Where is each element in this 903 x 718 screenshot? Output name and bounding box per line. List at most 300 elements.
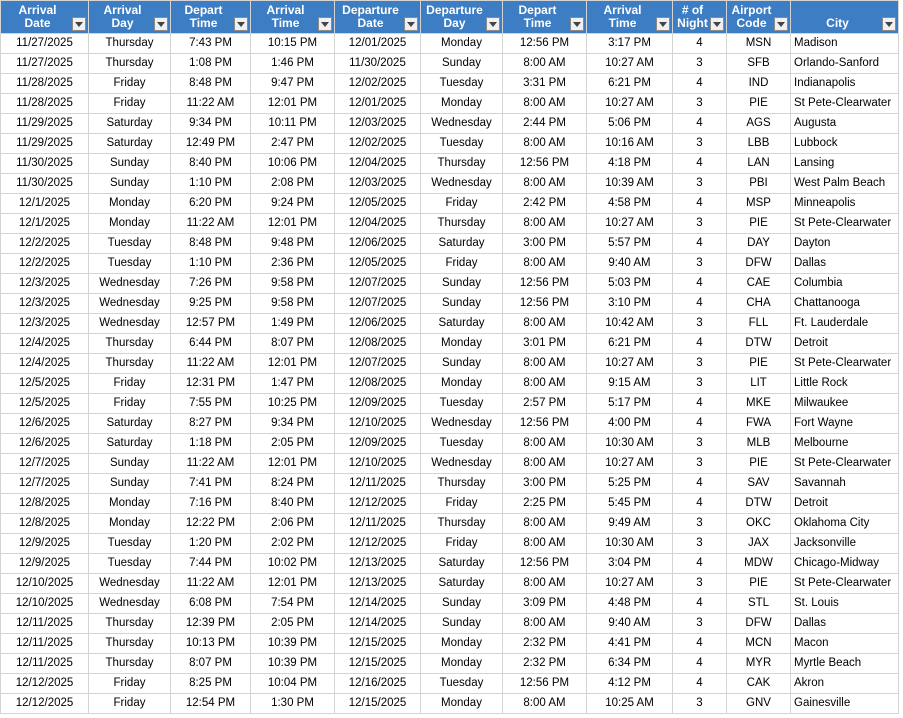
cell-airport[interactable]: PIE [727,94,791,114]
cell-arrival-time[interactable]: 2:47 PM [251,134,335,154]
cell-nights[interactable]: 3 [673,94,727,114]
cell-arrival-time[interactable]: 9:47 PM [251,74,335,94]
cell-city[interactable]: Dallas [791,614,899,634]
cell-arrival-date[interactable]: 12/12/2025 [1,674,89,694]
cell-arrival-day[interactable]: Tuesday [89,554,171,574]
cell-departure-date[interactable]: 12/07/2025 [335,354,421,374]
cell-depart-time[interactable]: 7:41 PM [171,474,251,494]
cell-departure-date[interactable]: 12/10/2025 [335,454,421,474]
cell-city[interactable]: Macon [791,634,899,654]
cell-arrival-time[interactable]: 8:24 PM [251,474,335,494]
cell-departure-day[interactable]: Sunday [421,594,503,614]
cell-nights[interactable]: 3 [673,434,727,454]
cell-departure-day[interactable]: Monday [421,694,503,714]
cell-arrival-day[interactable]: Thursday [89,654,171,674]
cell-depart-time[interactable]: 8:48 PM [171,74,251,94]
cell-departure-day[interactable]: Friday [421,494,503,514]
cell-airport[interactable]: OKC [727,514,791,534]
cell-depart-time2[interactable]: 8:00 AM [503,134,587,154]
cell-arrival-day[interactable]: Wednesday [89,294,171,314]
cell-arrival-time[interactable]: 10:02 PM [251,554,335,574]
cell-city[interactable]: St Pete-Clearwater [791,354,899,374]
cell-departure-day[interactable]: Tuesday [421,74,503,94]
cell-depart-time2[interactable]: 12:56 PM [503,34,587,54]
cell-city[interactable]: Chicago-Midway [791,554,899,574]
cell-nights[interactable]: 4 [673,414,727,434]
cell-arrival-time2[interactable]: 10:27 AM [587,94,673,114]
cell-nights[interactable]: 3 [673,614,727,634]
filter-dropdown-button[interactable] [486,17,500,31]
cell-arrival-date[interactable]: 12/2/2025 [1,234,89,254]
cell-depart-time2[interactable]: 8:00 AM [503,534,587,554]
cell-nights[interactable]: 3 [673,534,727,554]
cell-city[interactable]: Detroit [791,334,899,354]
cell-arrival-date[interactable]: 12/3/2025 [1,274,89,294]
cell-city[interactable]: Ft. Lauderdale [791,314,899,334]
cell-arrival-day[interactable]: Sunday [89,154,171,174]
cell-departure-date[interactable]: 12/15/2025 [335,654,421,674]
cell-arrival-date[interactable]: 11/28/2025 [1,74,89,94]
cell-departure-day[interactable]: Wednesday [421,174,503,194]
cell-nights[interactable]: 3 [673,54,727,74]
cell-airport[interactable]: MSP [727,194,791,214]
cell-departure-day[interactable]: Sunday [421,354,503,374]
cell-departure-date[interactable]: 12/03/2025 [335,114,421,134]
cell-arrival-date[interactable]: 12/11/2025 [1,634,89,654]
cell-departure-date[interactable]: 12/06/2025 [335,314,421,334]
cell-departure-date[interactable]: 12/12/2025 [335,494,421,514]
cell-arrival-time2[interactable]: 4:58 PM [587,194,673,214]
cell-arrival-date[interactable]: 11/27/2025 [1,34,89,54]
cell-arrival-time[interactable]: 12:01 PM [251,574,335,594]
cell-arrival-date[interactable]: 12/11/2025 [1,654,89,674]
filter-dropdown-button[interactable] [882,17,896,31]
cell-departure-day[interactable]: Saturday [421,554,503,574]
cell-airport[interactable]: GNV [727,694,791,714]
cell-airport[interactable]: MCN [727,634,791,654]
cell-nights[interactable]: 4 [673,554,727,574]
cell-city[interactable]: West Palm Beach [791,174,899,194]
cell-departure-day[interactable]: Tuesday [421,394,503,414]
cell-departure-day[interactable]: Thursday [421,214,503,234]
cell-arrival-time2[interactable]: 5:03 PM [587,274,673,294]
cell-arrival-time2[interactable]: 3:04 PM [587,554,673,574]
filter-dropdown-button[interactable] [72,17,86,31]
cell-airport[interactable]: DTW [727,494,791,514]
filter-dropdown-button[interactable] [710,17,724,31]
cell-depart-time[interactable]: 11:22 AM [171,214,251,234]
cell-city[interactable]: Milwaukee [791,394,899,414]
cell-departure-day[interactable]: Saturday [421,574,503,594]
cell-arrival-time2[interactable]: 5:17 PM [587,394,673,414]
cell-departure-day[interactable]: Tuesday [421,434,503,454]
cell-airport[interactable]: JAX [727,534,791,554]
cell-departure-day[interactable]: Monday [421,634,503,654]
cell-airport[interactable]: DFW [727,254,791,274]
cell-depart-time[interactable]: 11:22 AM [171,94,251,114]
cell-arrival-date[interactable]: 12/4/2025 [1,334,89,354]
cell-arrival-date[interactable]: 12/1/2025 [1,194,89,214]
cell-departure-date[interactable]: 12/04/2025 [335,154,421,174]
cell-airport[interactable]: DFW [727,614,791,634]
cell-arrival-time[interactable]: 1:30 PM [251,694,335,714]
cell-city[interactable]: Lansing [791,154,899,174]
cell-depart-time2[interactable]: 8:00 AM [503,214,587,234]
cell-arrival-day[interactable]: Wednesday [89,594,171,614]
cell-depart-time[interactable]: 9:25 PM [171,294,251,314]
cell-depart-time[interactable]: 11:22 AM [171,354,251,374]
cell-arrival-time2[interactable]: 6:21 PM [587,74,673,94]
cell-arrival-day[interactable]: Wednesday [89,274,171,294]
cell-city[interactable]: Columbia [791,274,899,294]
filter-dropdown-button[interactable] [404,17,418,31]
cell-airport[interactable]: CAK [727,674,791,694]
cell-airport[interactable]: MYR [727,654,791,674]
cell-airport[interactable]: PIE [727,454,791,474]
cell-arrival-time2[interactable]: 10:39 AM [587,174,673,194]
cell-nights[interactable]: 3 [673,374,727,394]
cell-depart-time[interactable]: 8:07 PM [171,654,251,674]
cell-airport[interactable]: PIE [727,214,791,234]
cell-arrival-time2[interactable]: 3:17 PM [587,34,673,54]
cell-depart-time[interactable]: 7:26 PM [171,274,251,294]
cell-nights[interactable]: 3 [673,454,727,474]
cell-nights[interactable]: 4 [673,274,727,294]
cell-arrival-time2[interactable]: 10:27 AM [587,354,673,374]
cell-nights[interactable]: 4 [673,154,727,174]
cell-departure-day[interactable]: Wednesday [421,454,503,474]
cell-depart-time2[interactable]: 2:32 PM [503,654,587,674]
cell-city[interactable]: St Pete-Clearwater [791,454,899,474]
filter-dropdown-button[interactable] [318,17,332,31]
cell-nights[interactable]: 3 [673,354,727,374]
cell-depart-time2[interactable]: 3:00 PM [503,474,587,494]
cell-nights[interactable]: 4 [673,34,727,54]
cell-city[interactable]: Dayton [791,234,899,254]
cell-depart-time2[interactable]: 2:44 PM [503,114,587,134]
cell-depart-time2[interactable]: 8:00 AM [503,374,587,394]
cell-depart-time2[interactable]: 8:00 AM [503,94,587,114]
cell-departure-day[interactable]: Monday [421,654,503,674]
cell-arrival-time[interactable]: 2:05 PM [251,434,335,454]
cell-nights[interactable]: 4 [673,194,727,214]
cell-arrival-time2[interactable]: 10:42 AM [587,314,673,334]
cell-nights[interactable]: 4 [673,474,727,494]
cell-depart-time[interactable]: 1:20 PM [171,534,251,554]
cell-arrival-day[interactable]: Friday [89,94,171,114]
cell-city[interactable]: Minneapolis [791,194,899,214]
cell-arrival-day[interactable]: Tuesday [89,234,171,254]
cell-departure-date[interactable]: 12/14/2025 [335,594,421,614]
cell-departure-date[interactable]: 12/13/2025 [335,574,421,594]
cell-city[interactable]: Akron [791,674,899,694]
cell-departure-date[interactable]: 12/15/2025 [335,634,421,654]
cell-departure-date[interactable]: 12/10/2025 [335,414,421,434]
cell-departure-day[interactable]: Sunday [421,614,503,634]
cell-arrival-time2[interactable]: 6:21 PM [587,334,673,354]
cell-departure-day[interactable]: Tuesday [421,674,503,694]
cell-departure-date[interactable]: 12/11/2025 [335,514,421,534]
cell-arrival-time2[interactable]: 10:25 AM [587,694,673,714]
filter-dropdown-button[interactable] [154,17,168,31]
cell-airport[interactable]: PIE [727,574,791,594]
cell-arrival-day[interactable]: Thursday [89,334,171,354]
cell-city[interactable]: Fort Wayne [791,414,899,434]
cell-arrival-time[interactable]: 9:34 PM [251,414,335,434]
cell-arrival-date[interactable]: 12/9/2025 [1,534,89,554]
cell-city[interactable]: Augusta [791,114,899,134]
cell-depart-time2[interactable]: 2:25 PM [503,494,587,514]
cell-depart-time2[interactable]: 12:56 PM [503,154,587,174]
cell-arrival-time2[interactable]: 9:40 AM [587,254,673,274]
cell-nights[interactable]: 4 [673,594,727,614]
cell-arrival-time[interactable]: 12:01 PM [251,354,335,374]
cell-arrival-day[interactable]: Tuesday [89,534,171,554]
cell-arrival-day[interactable]: Friday [89,674,171,694]
cell-depart-time[interactable]: 1:10 PM [171,174,251,194]
cell-depart-time[interactable]: 11:22 AM [171,454,251,474]
cell-arrival-day[interactable]: Friday [89,374,171,394]
cell-arrival-time[interactable]: 12:01 PM [251,94,335,114]
cell-arrival-time[interactable]: 10:11 PM [251,114,335,134]
cell-arrival-day[interactable]: Monday [89,194,171,214]
cell-arrival-time[interactable]: 9:58 PM [251,274,335,294]
cell-depart-time2[interactable]: 8:00 AM [503,434,587,454]
cell-arrival-time[interactable]: 8:07 PM [251,334,335,354]
cell-airport[interactable]: SFB [727,54,791,74]
cell-departure-date[interactable]: 12/12/2025 [335,534,421,554]
cell-departure-date[interactable]: 12/16/2025 [335,674,421,694]
cell-depart-time[interactable]: 12:54 PM [171,694,251,714]
cell-arrival-day[interactable]: Monday [89,214,171,234]
cell-city[interactable]: St Pete-Clearwater [791,94,899,114]
cell-nights[interactable]: 3 [673,514,727,534]
cell-depart-time[interactable]: 10:13 PM [171,634,251,654]
cell-city[interactable]: Myrtle Beach [791,654,899,674]
cell-departure-day[interactable]: Monday [421,94,503,114]
cell-arrival-day[interactable]: Monday [89,514,171,534]
cell-departure-date[interactable]: 12/05/2025 [335,254,421,274]
cell-arrival-day[interactable]: Sunday [89,174,171,194]
cell-airport[interactable]: MKE [727,394,791,414]
cell-departure-day[interactable]: Friday [421,534,503,554]
cell-city[interactable]: St Pete-Clearwater [791,574,899,594]
cell-arrival-time2[interactable]: 10:27 AM [587,54,673,74]
cell-depart-time[interactable]: 6:08 PM [171,594,251,614]
cell-depart-time2[interactable]: 12:56 PM [503,414,587,434]
cell-depart-time2[interactable]: 3:00 PM [503,234,587,254]
cell-arrival-day[interactable]: Saturday [89,414,171,434]
cell-arrival-date[interactable]: 11/30/2025 [1,174,89,194]
cell-depart-time[interactable]: 8:25 PM [171,674,251,694]
cell-city[interactable]: Madison [791,34,899,54]
cell-departure-date[interactable]: 12/01/2025 [335,94,421,114]
cell-city[interactable]: Gainesville [791,694,899,714]
cell-arrival-time2[interactable]: 10:27 AM [587,454,673,474]
cell-depart-time[interactable]: 12:49 PM [171,134,251,154]
cell-departure-day[interactable]: Tuesday [421,134,503,154]
cell-airport[interactable]: LAN [727,154,791,174]
cell-nights[interactable]: 4 [673,394,727,414]
cell-city[interactable]: Melbourne [791,434,899,454]
cell-departure-date[interactable]: 12/07/2025 [335,294,421,314]
cell-arrival-time[interactable]: 12:01 PM [251,214,335,234]
cell-departure-day[interactable]: Thursday [421,154,503,174]
cell-departure-date[interactable]: 12/03/2025 [335,174,421,194]
cell-arrival-time2[interactable]: 5:25 PM [587,474,673,494]
cell-arrival-date[interactable]: 12/7/2025 [1,474,89,494]
filter-dropdown-button[interactable] [656,17,670,31]
cell-arrival-day[interactable]: Sunday [89,474,171,494]
cell-arrival-time[interactable]: 2:05 PM [251,614,335,634]
cell-arrival-day[interactable]: Thursday [89,634,171,654]
cell-depart-time[interactable]: 7:55 PM [171,394,251,414]
cell-arrival-day[interactable]: Saturday [89,134,171,154]
cell-arrival-time2[interactable]: 9:49 AM [587,514,673,534]
cell-depart-time[interactable]: 7:44 PM [171,554,251,574]
cell-arrival-date[interactable]: 12/6/2025 [1,414,89,434]
cell-nights[interactable]: 4 [673,234,727,254]
cell-departure-day[interactable]: Saturday [421,314,503,334]
cell-arrival-time[interactable]: 12:01 PM [251,454,335,474]
cell-depart-time[interactable]: 12:31 PM [171,374,251,394]
cell-depart-time2[interactable]: 8:00 AM [503,354,587,374]
cell-departure-date[interactable]: 12/11/2025 [335,474,421,494]
cell-arrival-day[interactable]: Thursday [89,34,171,54]
cell-nights[interactable]: 4 [673,494,727,514]
cell-departure-date[interactable]: 12/08/2025 [335,334,421,354]
cell-arrival-day[interactable]: Wednesday [89,574,171,594]
cell-arrival-time[interactable]: 9:48 PM [251,234,335,254]
cell-arrival-day[interactable]: Wednesday [89,314,171,334]
cell-arrival-date[interactable]: 12/12/2025 [1,694,89,714]
cell-airport[interactable]: MSN [727,34,791,54]
cell-arrival-time[interactable]: 2:36 PM [251,254,335,274]
cell-depart-time[interactable]: 1:18 PM [171,434,251,454]
cell-arrival-time2[interactable]: 4:12 PM [587,674,673,694]
cell-depart-time2[interactable]: 12:56 PM [503,674,587,694]
cell-departure-date[interactable]: 12/09/2025 [335,394,421,414]
cell-arrival-date[interactable]: 12/9/2025 [1,554,89,574]
cell-arrival-date[interactable]: 12/11/2025 [1,614,89,634]
cell-departure-date[interactable]: 12/14/2025 [335,614,421,634]
cell-arrival-date[interactable]: 11/27/2025 [1,54,89,74]
cell-arrival-date[interactable]: 12/8/2025 [1,514,89,534]
cell-arrival-time2[interactable]: 3:10 PM [587,294,673,314]
cell-airport[interactable]: CAE [727,274,791,294]
cell-depart-time2[interactable]: 12:56 PM [503,554,587,574]
cell-arrival-time[interactable]: 9:58 PM [251,294,335,314]
cell-nights[interactable]: 4 [673,74,727,94]
cell-arrival-day[interactable]: Thursday [89,54,171,74]
cell-arrival-time[interactable]: 10:39 PM [251,634,335,654]
cell-airport[interactable]: FLL [727,314,791,334]
cell-arrival-time2[interactable]: 10:30 AM [587,534,673,554]
cell-airport[interactable]: CHA [727,294,791,314]
cell-depart-time[interactable]: 12:22 PM [171,514,251,534]
cell-arrival-time2[interactable]: 10:27 AM [587,214,673,234]
cell-departure-date[interactable]: 12/13/2025 [335,554,421,574]
cell-nights[interactable]: 4 [673,654,727,674]
cell-arrival-time[interactable]: 10:39 PM [251,654,335,674]
cell-nights[interactable]: 3 [673,214,727,234]
cell-nights[interactable]: 4 [673,634,727,654]
cell-depart-time2[interactable]: 8:00 AM [503,254,587,274]
cell-departure-day[interactable]: Monday [421,374,503,394]
cell-depart-time[interactable]: 12:57 PM [171,314,251,334]
cell-arrival-time2[interactable]: 9:15 AM [587,374,673,394]
cell-arrival-day[interactable]: Saturday [89,114,171,134]
cell-arrival-date[interactable]: 11/28/2025 [1,94,89,114]
cell-arrival-day[interactable]: Sunday [89,454,171,474]
cell-arrival-time2[interactable]: 10:30 AM [587,434,673,454]
cell-arrival-time2[interactable]: 10:16 AM [587,134,673,154]
cell-nights[interactable]: 4 [673,294,727,314]
cell-depart-time[interactable]: 1:08 PM [171,54,251,74]
cell-airport[interactable]: PIE [727,354,791,374]
cell-depart-time2[interactable]: 8:00 AM [503,54,587,74]
cell-arrival-date[interactable]: 12/3/2025 [1,314,89,334]
cell-arrival-date[interactable]: 12/2/2025 [1,254,89,274]
cell-depart-time2[interactable]: 12:56 PM [503,274,587,294]
cell-arrival-date[interactable]: 12/5/2025 [1,374,89,394]
cell-nights[interactable]: 3 [673,314,727,334]
cell-arrival-day[interactable]: Saturday [89,434,171,454]
cell-arrival-date[interactable]: 11/30/2025 [1,154,89,174]
cell-depart-time2[interactable]: 8:00 AM [503,314,587,334]
cell-depart-time[interactable]: 7:43 PM [171,34,251,54]
cell-city[interactable]: Lubbock [791,134,899,154]
cell-airport[interactable]: AGS [727,114,791,134]
cell-departure-day[interactable]: Sunday [421,54,503,74]
cell-depart-time[interactable]: 6:44 PM [171,334,251,354]
cell-depart-time[interactable]: 7:16 PM [171,494,251,514]
cell-arrival-time2[interactable]: 9:40 AM [587,614,673,634]
cell-depart-time2[interactable]: 8:00 AM [503,174,587,194]
cell-city[interactable]: St. Louis [791,594,899,614]
cell-nights[interactable]: 4 [673,114,727,134]
cell-departure-date[interactable]: 12/06/2025 [335,234,421,254]
cell-depart-time2[interactable]: 8:00 AM [503,454,587,474]
cell-arrival-date[interactable]: 12/3/2025 [1,294,89,314]
cell-arrival-time[interactable]: 9:24 PM [251,194,335,214]
cell-arrival-date[interactable]: 11/29/2025 [1,114,89,134]
cell-depart-time[interactable]: 6:20 PM [171,194,251,214]
cell-arrival-date[interactable]: 12/4/2025 [1,354,89,374]
cell-city[interactable]: St Pete-Clearwater [791,214,899,234]
cell-arrival-date[interactable]: 12/8/2025 [1,494,89,514]
cell-departure-day[interactable]: Sunday [421,274,503,294]
cell-arrival-date[interactable]: 12/7/2025 [1,454,89,474]
cell-nights[interactable]: 3 [673,134,727,154]
cell-airport[interactable]: STL [727,594,791,614]
cell-depart-time2[interactable]: 2:42 PM [503,194,587,214]
cell-airport[interactable]: LIT [727,374,791,394]
cell-arrival-time[interactable]: 8:40 PM [251,494,335,514]
cell-arrival-day[interactable]: Thursday [89,614,171,634]
cell-nights[interactable]: 3 [673,174,727,194]
cell-airport[interactable]: PBI [727,174,791,194]
cell-depart-time[interactable]: 8:48 PM [171,234,251,254]
cell-departure-day[interactable]: Friday [421,194,503,214]
cell-city[interactable]: Dallas [791,254,899,274]
cell-departure-date[interactable]: 12/07/2025 [335,274,421,294]
cell-arrival-time2[interactable]: 4:00 PM [587,414,673,434]
cell-departure-date[interactable]: 12/02/2025 [335,74,421,94]
filter-dropdown-button[interactable] [234,17,248,31]
cell-depart-time[interactable]: 9:34 PM [171,114,251,134]
cell-depart-time2[interactable]: 8:00 AM [503,694,587,714]
